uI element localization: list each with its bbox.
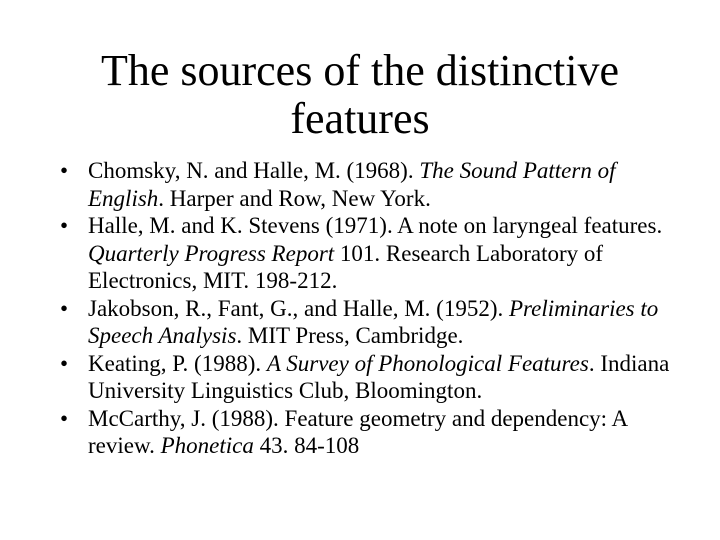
reference-text: Halle, M. and K. Stevens (1971). A note on laryngeal features.	[88, 213, 663, 238]
reference-text: Chomsky, N. and Halle, M. (1968).	[88, 158, 420, 183]
bullet-icon: •	[60, 295, 69, 321]
reference-text: 43. 84-108	[253, 433, 360, 458]
bullet-icon: •	[60, 213, 69, 238]
reference-list	[60, 157, 675, 460]
bullet-icon: •	[60, 350, 69, 376]
reference-text: . Harper and Row, New York.	[158, 185, 431, 211]
reference-item	[60, 212, 675, 295]
reference-item	[60, 405, 675, 460]
bullet-icon: •	[60, 405, 69, 431]
reference-text: Jakobson, R., Fant, G., and Halle, M. (1952).	[88, 295, 509, 321]
reference-text: McCarthy, J. (1988). Feature geometry and dependency: A review.	[88, 405, 627, 458]
reference-text: . MIT Press, Cambridge.	[236, 323, 464, 348]
reference-text: . Indiana University Linguistics Club, Bloomington.	[88, 350, 670, 403]
bullet-icon: •	[60, 158, 69, 183]
reference-item	[60, 295, 675, 350]
reference-item	[60, 350, 675, 405]
slide-title: The sources of the distinctive features	[100, 46, 620, 143]
reference-title: The Sound Pattern of English	[88, 158, 616, 211]
reference-title: A Survey of Phonological Features	[266, 350, 589, 376]
reference-title: Preliminaries to Speech Analysis	[88, 295, 659, 348]
reference-text: Keating, P. (1988).	[88, 350, 267, 376]
reference-title: Phonetica	[160, 433, 254, 458]
reference-title: Quarterly Progress Report	[88, 240, 335, 266]
reference-text: 101. Research Laboratory of Electronics, MIT. 198-212.	[88, 240, 604, 293]
reference-item	[60, 157, 675, 212]
